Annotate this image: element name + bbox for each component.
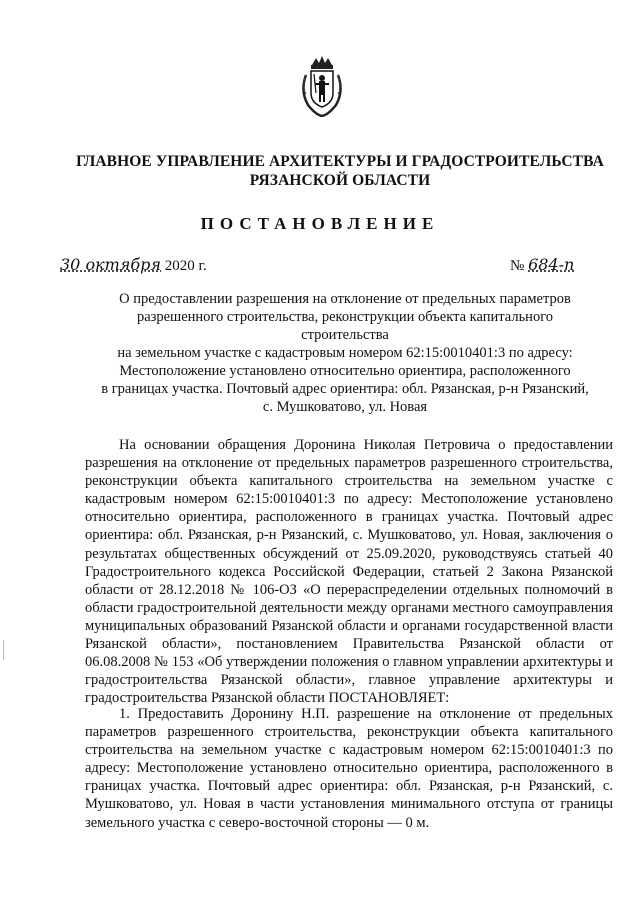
subject-line: в границах участка. Почтовый адрес ориентира: обл. Рязанская, р-н Рязанский, — [101, 381, 589, 397]
date-line — [60, 255, 207, 275]
document-number — [510, 255, 574, 275]
org-line-1: ГЛАВНОЕ УПРАВЛЕНИЕ АРХИТЕКТУРЫ И ГРАДОСТРОИТЕЛЬСТВА — [76, 153, 604, 170]
document-title: ПОСТАНОВЛЕНИЕ — [200, 214, 440, 233]
resolution-item-1: 1. Предоставить Доронину Н.П. разрешение на отклонение от предельных параметров разрешенного строительства, реконструкции объекта капитального строительства на земельном участке с кадастровым номером 62:15:0010401:3 по адресу: Местоположение установлено относительно ориентира, расположенного в границах участка. Почтовый адрес ориентира: обл. Рязанская, р-н Рязанский, с. Мушковатово, ул. Новая в части установления минимального отступа от границы земельного участка с северо-восточной стороны — 0 м. — [85, 706, 613, 831]
subject-line: с. Мушковатово, ул. Новая — [262, 399, 428, 415]
preamble-paragraph: На основании обращения Доронина Николая Петровича о предоставлении разрешения на отклонение от предельных параметров разрешенного строительства, реконструкции объекта капитального строительства на земельном участке с кадастровым номером 62:15:0010401:3 по адресу: Местоположение установлено относительно ориентира, расположенного в границах участка. Почтовый адрес ориентира: обл. Рязанская, р-н Рязанский, с. Мушковатово, ул. Новая, заключения о результатах общественных обсуждений от 25.09.2020, руководствуясь статьей 40 Градостроительного кодекса Российской Федерации, статьей 2 Закона Рязанской области от 28.12.2018 № 106-ОЗ «О перераспределении отдельных полномочий в области градостроительной деятельности между органами местного самоуправления муниципальных образований Рязанской области и органами государственной власти Рязанской области», постановлением Правительства Рязанской области от 06.08.2008 № 153 «Об утверждении положения о главном управлении архитектуры и градостроительства Рязанской области», главное управление архитектуры и градостроительства Рязанской области ПОСТАНОВЛЯЕТ: — [85, 437, 613, 707]
subject-line: разрешенного строительства, реконструкции объекта капитального строительства — [136, 309, 554, 343]
subject-line: Местоположение установлено относительно ориентира, расположенного — [119, 363, 571, 379]
subject-line: О предоставлении разрешения на отклонение от предельных параметров — [119, 291, 571, 307]
org-line-2: РЯЗАНСКОЙ ОБЛАСТИ — [249, 172, 431, 189]
number-handwritten: 684-п — [528, 255, 575, 274]
date-year: 2020 г. — [164, 258, 207, 274]
organization-header — [60, 152, 620, 190]
scan-edge-mark — [3, 640, 8, 660]
subject-line: на земельном участке с кадастровым номером 62:15:0010401:3 по адресу: — [117, 345, 573, 361]
number-prefix: № — [510, 258, 525, 274]
coat-of-arms-icon — [298, 55, 346, 117]
date-handwritten: 30 октября — [60, 255, 161, 274]
document-subject — [95, 290, 595, 416]
